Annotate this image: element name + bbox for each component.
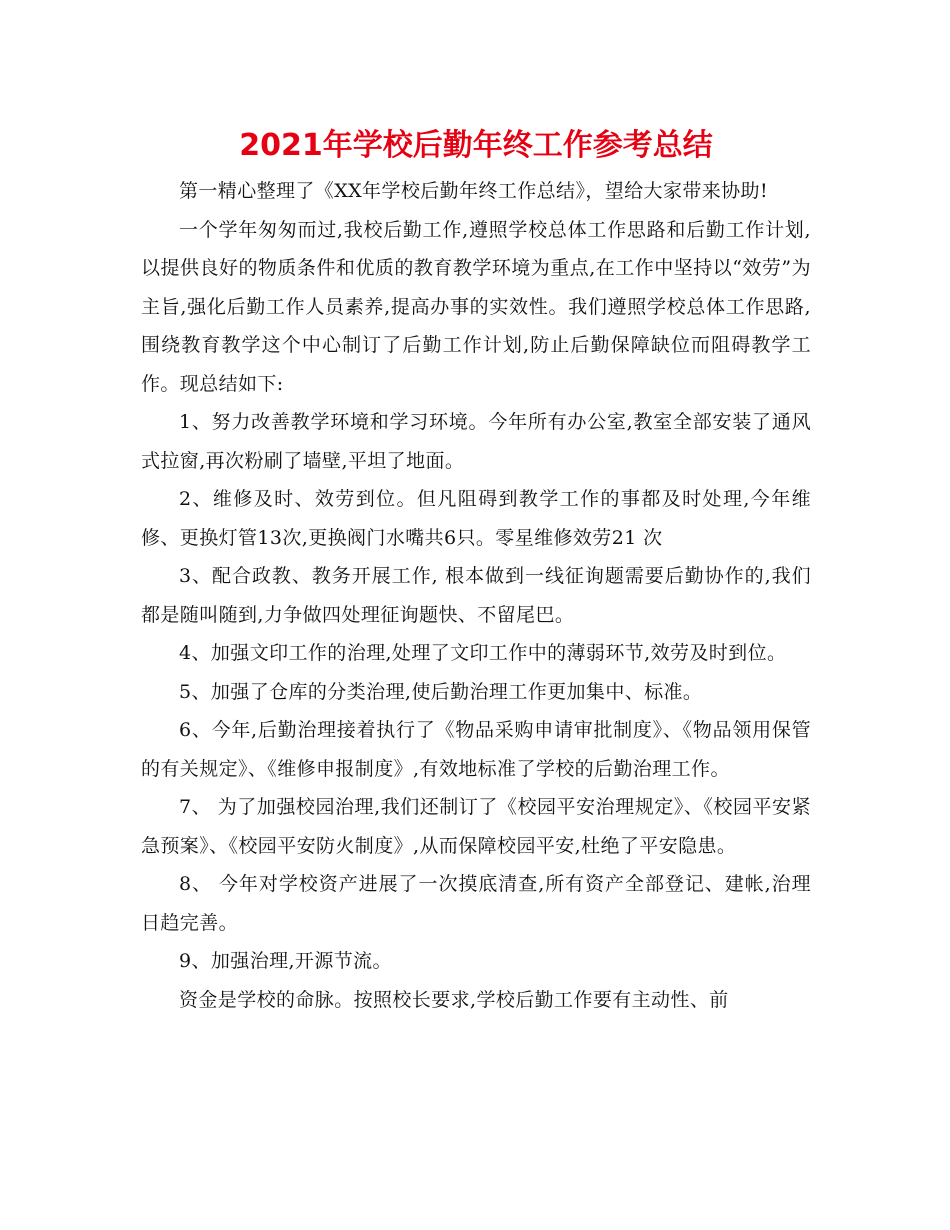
paragraph-item-2: 2、维修及时、效劳到位。但凡阻碍到教学工作的事都及时处理,今年维修、更换灯管13次,更换阀门水嘴共6只。零星维修效劳21 次 xyxy=(141,488,811,549)
paragraph-funds: 资金是学校的命脉。按照校长要求,学校后勤工作要有主动性、前 xyxy=(179,988,729,1011)
paragraph-intro: 第一精心整理了《XX年学校后勤年终工作总结》，望给大家带来协助! xyxy=(179,180,768,202)
paragraph-item-3: 3、配合政教、教务开展工作, 根本做到一线征询题需要后勤协作的,我们都是随叫随到,力争做四处理征询题快、不留尾巴。 xyxy=(141,565,811,626)
paragraph-item-1: 1、努力改善教学环境和学习环境。今年所有办公室,教室全部安装了通风式拉窗,再次粉刷了墙壁,平坦了地面。 xyxy=(141,411,811,472)
document-page xyxy=(141,124,811,1019)
paragraph-item-8: 8、 今年对学校资产进展了一次摸底清查,所有资产全部登记、建帐,治理日趋完善。 xyxy=(141,873,811,934)
paragraph-item-7: 7、 为了加强校园治理,我们还制订了《校园平安治理规定》、《校园平安紧急预案》、《校园平安防火制度》,从而保障校园平安,杜绝了平安隐患。 xyxy=(141,796,811,857)
paragraph-item-9: 9、加强治理,开源节流。 xyxy=(179,950,392,972)
document-body xyxy=(141,172,811,1019)
paragraph-item-6: 6、今年,后勤治理接着执行了《物品采购申请审批制度》、《物品领用保管的有关规定》、《维修申报制度》,有效地标准了学校的后勤治理工作。 xyxy=(141,719,811,780)
document-title: 2021年学校后勤年终工作参考总结 xyxy=(239,128,713,163)
paragraph-overview: 一个学年匆匆而过,我校后勤工作,遵照学校总体工作思路和后勤工作计划,以提供良好的物质条件和优质的教育教学环境为重点,在工作中坚持以“效劳”为主旨,强化后勤工作人员素养,提高办事的实效性。我们遵照学校总体工作思路,围绕教育教学这个中心制订了后勤工作计划,防止后勤保障缺位而阻碍教学工作。现总结如下: xyxy=(141,218,811,395)
paragraph-item-5: 5、加强了仓库的分类治理,使后勤治理工作更加集中、标准。 xyxy=(179,680,703,703)
paragraph-item-4: 4、加强文印工作的治理,处理了文印工作中的薄弱环节,效劳及时到位。 xyxy=(179,642,787,664)
